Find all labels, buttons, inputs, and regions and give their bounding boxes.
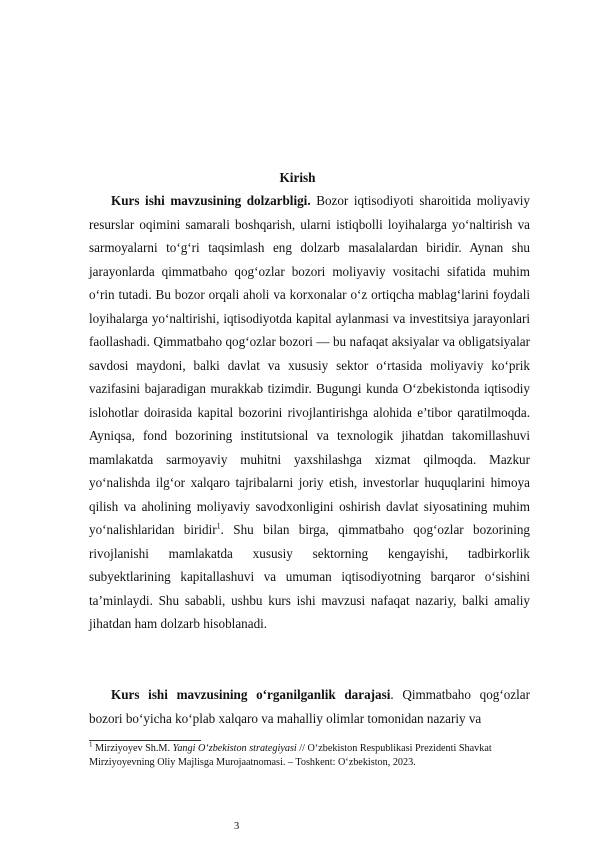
footnote-author: Mirziyoyev Sh.M. [92, 743, 173, 754]
footnote-divider [89, 740, 201, 741]
footnote-title: Yangi O‘zbekiston strategiyasi [172, 743, 297, 754]
footnote-number: 1 [89, 740, 93, 749]
footnote-reference[interactable]: 1 [216, 521, 221, 531]
study-degree-body: . Qimmatbaho qog‘ozlar bozori bo‘yicha ko‘plab xalqaro va mahalliy olimlar tomonidan nazariy va [89, 687, 530, 726]
relevance-tail: . Shu bilan birga, qimmatbaho qog‘ozlar bozorining rivojlanishi mamlakatda xususiy sektorning kengayishi, tadbirkorlik subyektlarining kapitallashuvi va umuman iqtisodiyotning barqaror o‘sishini ta’minlaydi. Shu sababli, ushbu kurs ishi mavzusi nafaqat nazariy, balki amaliy jihatdan ham dolzarb hisoblanadi. [89, 522, 530, 631]
relevance-lead: Kurs ishi mavzusining dolzarbligi. [111, 193, 311, 208]
footnote-rest: // O‘zbekiston Respublikasi Prezidenti Shavkat Mirziyoyevning Oliy Majlisga Murojaatnomasi. – Toshkent: O‘zbekiston, 2023. [89, 743, 492, 768]
footnote [89, 742, 534, 769]
page-number: 3 [234, 821, 240, 832]
paragraph-study-degree [89, 683, 530, 730]
study-degree-lead: Kurs ishi mavzusining o‘rganilganlik darajasi [111, 687, 391, 702]
section-heading: Kirish [279, 170, 316, 185]
paragraph-relevance [89, 189, 530, 636]
relevance-body: Bozor iqtisodiyoti sharoitida moliyaviy resurslar oqimini samarali boshqarish, ularni istiqbolli loyihalarga yo‘naltirish va sarmoyalarni to‘g‘ri taqsimlash eng dolzarb masalalardan biridir. Aynan shu jarayonlarda qimmatbaho qog‘ozlar bozori moliyaviy vositachi sifatida muhim o‘rin tutadi. Bu bozor orqali aholi va korxonalar o‘z ortiqcha mablag‘larini foydali loyihalarga yo‘naltirishi, iqtisodiyotda kapital aylanmasi va investitsiya jarayonlari faollashadi. Qimmatbaho qog‘ozlar bozori — bu nafaqat aksiyalar va obligatsiyalar savdosi maydoni, balki davlat va xususiy sektor o‘rtasida moliyaviy ko‘prik vazifasini bajaradigan murakkab tizimdir. Bugungi kunda O‘zbekistonda iqtisodiy islohotlar doirasida kapital bozorini rivojlantirishga alohida e’tibor qaratilmoqda. Ayniqsa, fond bozorining institutsional va texnologik jihatdan takomillashuvi mamlakatda sarmoyaviy muhitni yaxshilashga xizmat qilmoqda. Mazkur yo‘nalishda ilg‘or xalqaro tajribalarni joriy etish, investorlar huquqlarini himoya qilish va aholining moliyaviy savodxonligini oshirish davlat siyosatining muhim yo‘nalishlaridan biridir [89, 193, 530, 537]
